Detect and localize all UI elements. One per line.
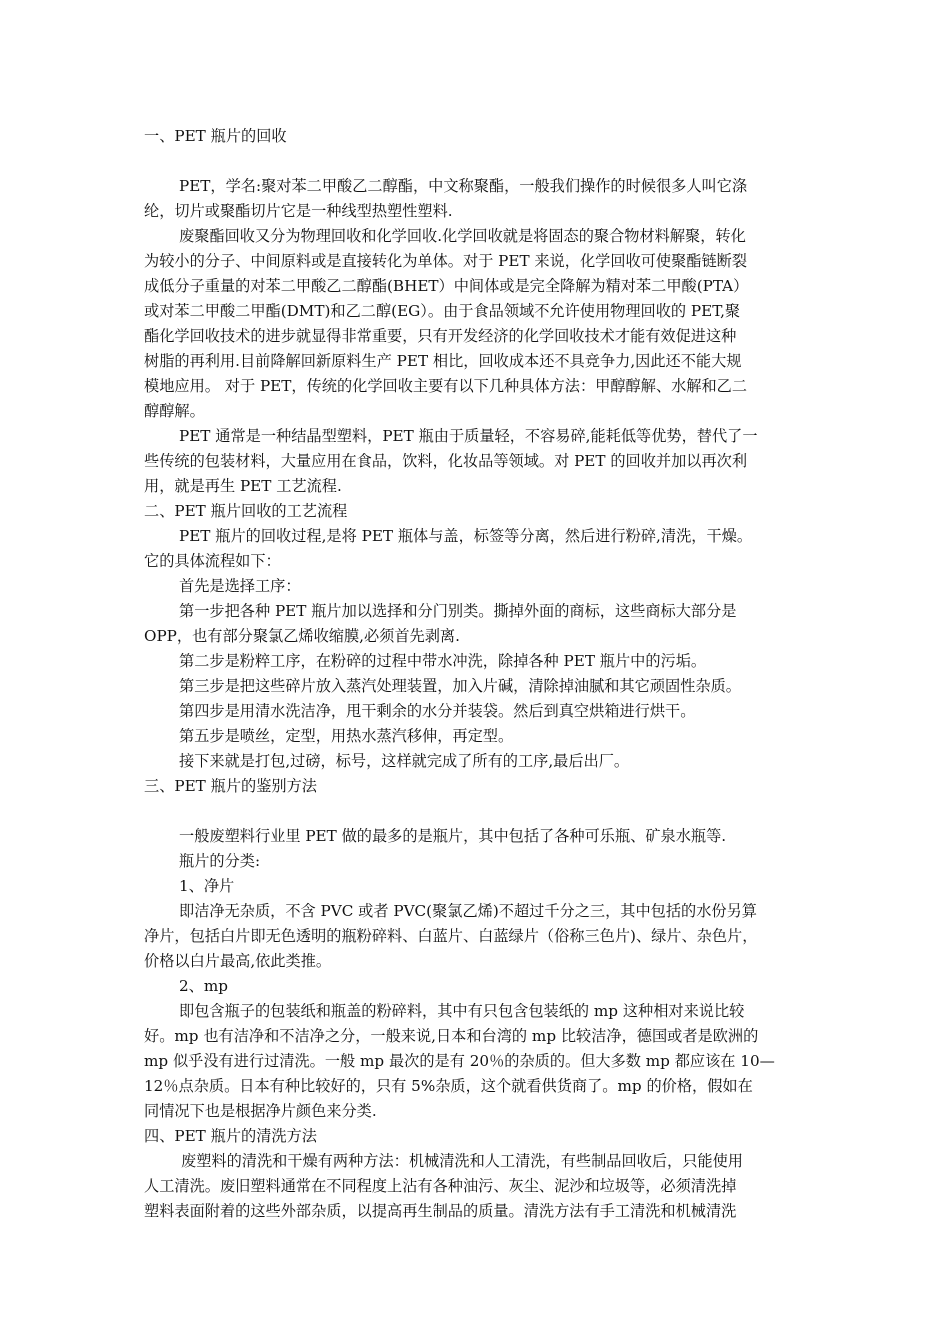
step-line: 第四步是用清水洗洁净，甩干剩余的水分并装袋。然后到真空烘箱进行烘干。: [179, 702, 696, 720]
paragraph-line: mp 似乎没有进行过清洗。一般 mp 最次的是有 20％的杂质的。但大多数 mp 都应该在 10—: [144, 1052, 775, 1070]
step-line: OPP，也有部分聚氯乙烯收缩膜,必须首先剥离.: [144, 627, 460, 645]
paragraph-line: 模地应用。 对于 PET，传统的化学回收主要有以下几种具体方法：甲醇醇解、水解和乙二: [144, 377, 748, 395]
step-line: 第二步是粉粹工序，在粉碎的过程中带水冲洗，除掉各种 PET 瓶片中的污垢。: [179, 652, 707, 670]
step-line: 第五步是喷丝，定型，用热水蒸汽移伸，再定型。: [179, 727, 514, 745]
paragraph-line: 些传统的包装材料，大量应用在食品，饮料，化妆品等领域。对 PET 的回收并加以再次利: [144, 452, 748, 470]
paragraph-line: 醇醇解。: [144, 402, 205, 420]
paragraph-line: 酯化学回收技术的进步就显得非常重要，只有开发经济的化学回收技术才能有效促进这种: [144, 327, 737, 345]
paragraph-line: PET 瓶片的回收过程,是将 PET 瓶体与盖，标签等分离，然后进行粉碎,清洗，干燥。: [179, 527, 753, 545]
paragraph-line: 用，就是再生 PET 工艺流程.: [144, 477, 342, 495]
paragraph-line: 塑料表面附着的这些外部杂质，以提高再生制品的质量。清洗方法有手工清洗和机械清洗: [144, 1202, 737, 1220]
paragraph-line: 废聚酯回收又分为物理回收和化学回收.化学回收就是将固态的聚合物材料解聚，转化: [179, 227, 746, 245]
paragraph-line: 或对苯二甲酸二甲酯(DMT)和乙二醇(EG）。由于食品领域不允许使用物理回收的 PET,聚: [144, 302, 741, 320]
paragraph-line: PET，学名:聚对苯二甲酸乙二醇酯，中文称聚酯，一般我们操作的时候很多人叫它涤: [179, 177, 748, 195]
paragraph-line: 树脂的再利用.目前降解回新原料生产 PET 相比，回收成本还不具竞争力,因此还不能大规: [144, 352, 742, 370]
section-heading-1: 一、PET 瓶片的回收: [144, 127, 287, 145]
paragraph-line: 一般废塑料行业里 PET 做的最多的是瓶片，其中包括了各种可乐瓶、矿泉水瓶等.: [179, 827, 727, 845]
step-line: 接下来就是打包,过磅，标号，这样就完成了所有的工序,最后出厂。: [179, 752, 630, 770]
section-heading-3: 三、PET 瓶片的鉴别方法: [144, 777, 317, 795]
paragraph-line: 为较小的分子、中间原料或是直接转化为单体。对于 PET 来说，化学回收可使聚酯链断裂: [144, 252, 748, 270]
subheading: 1、净片: [179, 877, 235, 895]
blank-line: [144, 149, 810, 174]
step-line: 第一步把各种 PET 瓶片加以选择和分门别类。撕掉外面的商标，这些商标大部分是: [179, 602, 737, 620]
paragraph-line: 好。mp 也有洁净和不洁净之分，一般来说,日本和台湾的 mp 比较洁净，德国或者是欧洲的: [144, 1027, 759, 1045]
section-heading-2: 二、PET 瓶片回收的工艺流程: [144, 502, 348, 520]
paragraph-line: 即洁净无杂质，不含 PVC 或者 PVC(聚氯乙烯)不超过千分之三，其中包括的水份另算: [179, 902, 757, 920]
paragraph-line: 人工清洗。废旧塑料通常在不同程度上沾有各种油污、灰尘、泥沙和垃圾等，必须清洗掉: [144, 1177, 737, 1195]
paragraph-line: 价格以白片最高,依此类推。: [144, 952, 332, 970]
paragraph-line: 首先是选择工序：: [179, 577, 301, 595]
paragraph-line: 成低分子重量的对苯二甲酸乙二醇酯(BHET）中间体或是完全降解为精对苯二甲酸(PTA）: [144, 277, 749, 295]
paragraph-line: PET 通常是一种结晶型塑料，PET 瓶由于质量轻，不容易碎,能耗低等优势，替代了一: [179, 427, 758, 445]
paragraph-line: 同情况下也是根据净片颜色来分类.: [144, 1102, 377, 1120]
section-heading-4: 四、PET 瓶片的清洗方法: [144, 1127, 317, 1145]
subheading: 2、mp: [179, 977, 228, 995]
paragraph-line: 它的具体流程如下：: [144, 552, 281, 570]
paragraph-line: 废塑料的清洗和干燥有两种方法：机械清洗和人工清洗，有些制品回收后，只能使用: [181, 1152, 743, 1170]
paragraph-line: 瓶片的分类:: [179, 852, 261, 870]
paragraph-line: 12％点杂质。日本有种比较好的，只有 5%杂质，这个就看供货商了。mp 的价格，假如在: [144, 1077, 753, 1095]
paragraph-line: 纶，切片或聚酯切片它是一种线型热塑性塑料.: [144, 202, 453, 220]
blank-line: [144, 799, 810, 824]
paragraph-line: 即包含瓶子的包装纸和瓶盖的粉碎料，其中有只包含包装纸的 mp 这种相对来说比较: [179, 1002, 745, 1020]
paragraph-line: 净片，包括白片即无色透明的瓶粉碎料、白蓝片、白蓝绿片（俗称三色片)、绿片、杂色片，: [144, 927, 758, 945]
step-line: 第三步是把这些碎片放入蒸汽处理装置，加入片碱，清除掉油腻和其它顽固性杂质。: [179, 677, 741, 695]
